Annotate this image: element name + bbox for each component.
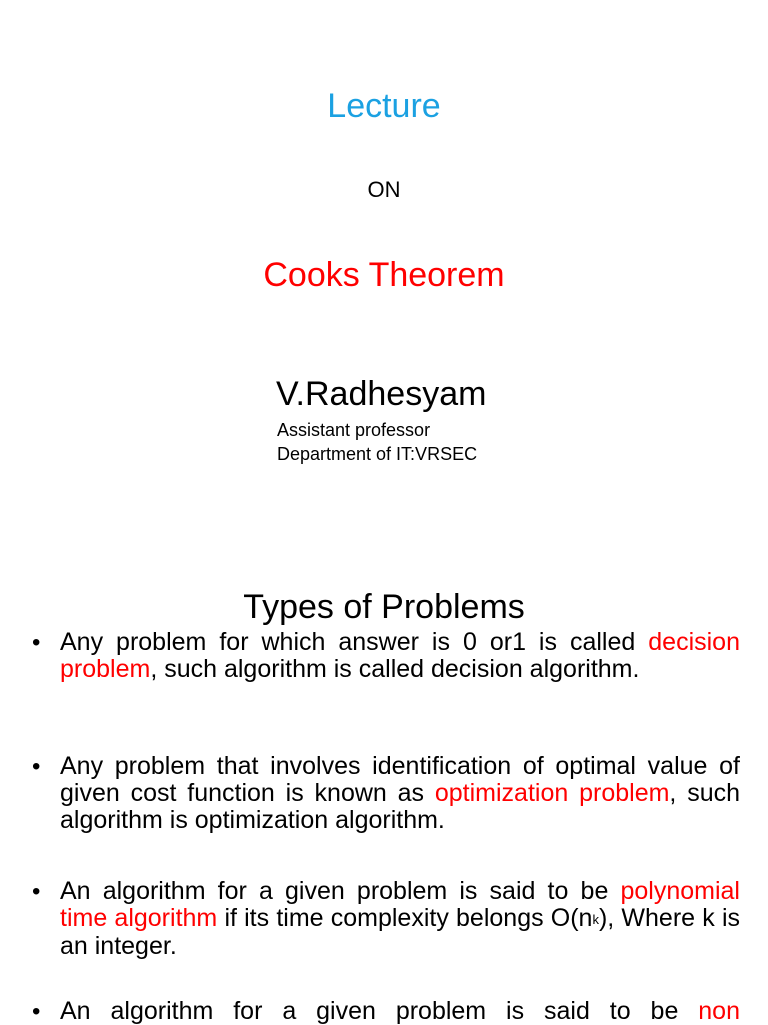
author-department: Department of IT:VRSEC <box>277 444 478 464</box>
text-pre: An algorithm for a given problem is said to be <box>60 877 621 905</box>
author-role: Assistant professor <box>277 420 431 440</box>
text-post: if its time complexity belongs O(n <box>217 904 593 932</box>
highlighted-term: decision problem <box>60 628 740 683</box>
bullet-icon: • <box>32 998 41 1025</box>
highlighted-term: non <box>698 997 740 1025</box>
bullet-icon: • <box>32 753 41 780</box>
text-post: , such algorithm is optimization algorithm. <box>60 779 741 834</box>
author-name: V.Radhesyam <box>276 375 487 413</box>
bullet-icon: • <box>32 629 41 656</box>
text-pre: Any problem for which answer is 0 or1 is called <box>60 628 649 656</box>
slide-title: Lecture <box>327 87 441 125</box>
lecture-topic: Cooks Theorem <box>263 256 505 294</box>
bullet-icon: • <box>32 878 41 905</box>
bullet-text <box>60 878 740 960</box>
bullet-text <box>60 998 740 1025</box>
exponent-k: k <box>592 912 599 927</box>
bullet-text <box>60 629 740 683</box>
slide-subtitle-on: ON <box>367 177 401 202</box>
text-post-2: ), Where k is an integer. <box>60 904 741 960</box>
highlighted-term: polynomial time algorithm <box>60 877 740 932</box>
text-pre: Any problem that involves identification of optimal value of given cost function is known as <box>60 752 740 807</box>
highlighted-term: optimization problem <box>434 779 670 807</box>
text-pre: An algorithm for a given problem is said to be <box>60 997 699 1025</box>
bullet-text <box>60 753 740 834</box>
text-post: , such algorithm is called decision algorithm. <box>150 655 640 683</box>
section-title: Types of Problems <box>243 588 525 626</box>
